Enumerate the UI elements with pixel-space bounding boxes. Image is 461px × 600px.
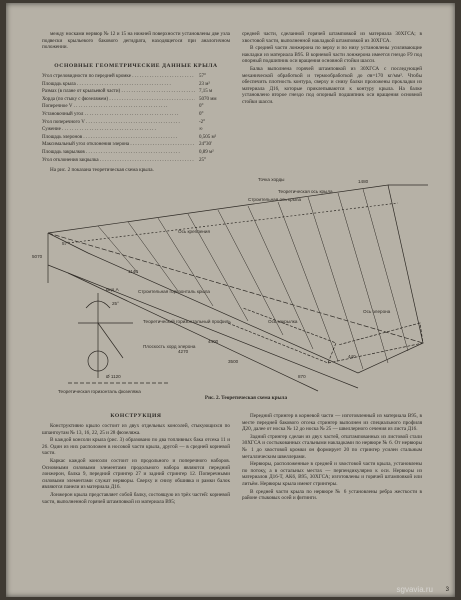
spec-value: 25° <box>199 157 206 163</box>
diagram-label: Плоскость хорд элерона <box>143 344 196 349</box>
construction-title: КОНСТРУКЦИЯ <box>110 413 162 419</box>
dimension-text: 57° <box>62 241 69 246</box>
view-label: Вид А <box>106 287 119 292</box>
diagram-label: Ось элерона <box>363 309 391 314</box>
diagram-label: Ось крепления <box>178 229 210 234</box>
aileron-outline <box>328 323 423 363</box>
intro-paragraph <box>42 31 230 52</box>
spec-label: Площадь закрылков . . . <box>42 149 195 157</box>
spec-value: 24°30' <box>199 142 212 148</box>
dimension-text: Ø 1120 <box>106 374 121 379</box>
right-bottom-paragraph: Передний стрингер в корневой части — изготовленный из материала В95, в месте передней бакового отсека стрингер выполнен из специального профиля Д20, далее от носка № 12 до носка № 25 — швеллерного сечения из листа Д16. <box>242 413 422 433</box>
right-bottom-paragraph: В средней части крыла по нервюре № 6 установлены ребра жесткости в районе стыковых осей и фитинги. <box>242 488 422 502</box>
spec-label: Хорда (по стыку с фюзеляжем) . . . <box>42 96 195 104</box>
gear-brace-line <box>98 323 123 358</box>
specs-table <box>42 73 227 164</box>
left-bottom-paragraph: Лонжерон крыла представляет собой балку, состоящую из трёх частей: корневой части, выполненной горячей штамповкой из материала В95; <box>42 491 230 505</box>
spec-label: Угол поперечного V . . . <box>42 119 195 127</box>
diagram-label: Строительная горизонталь крыла <box>138 289 210 294</box>
left-bottom-column <box>42 423 230 506</box>
spec-row <box>42 119 227 127</box>
dimension-text: 440 <box>348 354 356 359</box>
spec-label: Площадь элеронов . . . <box>42 134 195 142</box>
spec-row <box>42 73 227 81</box>
spec-row <box>42 81 227 89</box>
spec-label: Поперечное V . . . <box>42 103 195 111</box>
spec-value: ∞ <box>199 127 203 133</box>
specs-note-text: На рис. 2 показана теоретическая схема крыла. <box>50 167 154 173</box>
page-number: 3 <box>445 587 449 593</box>
specs-title: ОСНОВНЫЕ ГЕОМЕТРИЧЕСКИЕ ДАННЫЕ КРЫЛА <box>54 63 218 69</box>
dimension-text: 3500 <box>228 359 239 364</box>
right-top-column <box>242 31 422 107</box>
spec-value: -2° <box>199 119 206 125</box>
right-top-paragraph: Балка выполнена горячей штамповкой из 30ХГСА с последующей механической обработкой и термообработкой до σв=170 кг/мм². Чтобы обеспечить плотность контура, сверху и снизу балки проложены прокладки из материала Д16, которые приклепываются к контуру крыла. На балке установлено второе гнездо под опорный подшипник оси вращения основной стойки шасси. <box>242 65 422 105</box>
figure-caption: Рис. 2. Теоретическая схема крыла <box>204 395 288 401</box>
dimension-text: 25° <box>112 301 119 306</box>
wing-outline <box>48 185 423 373</box>
spec-row <box>42 111 227 119</box>
spec-row <box>42 126 227 134</box>
left-bottom-paragraph: Каркас каждой консоли состоит из продольного и поперечного наборов. Основными силовыми элементами продольного набора являются передний лонжерон, балка 9, передний стрингер 27 и задний стрингер 12. Поперечными силовыми элементами служат нервюры. Сверху и снизу обшивка и рамки балок являются панели из материала Д16. <box>42 457 230 491</box>
dimension-text: 4270 <box>178 349 189 354</box>
dimension-text: 4400 <box>208 339 219 344</box>
dimension-line <box>48 265 358 388</box>
spec-label: Площадь крыла . . . <box>42 81 195 89</box>
spec-value: 23 м² <box>199 81 210 87</box>
rib-lines <box>98 189 408 369</box>
flap-outline <box>228 308 336 363</box>
spec-label: Сужение . . . <box>42 126 195 134</box>
watermark: sgvavia.ru <box>396 585 433 594</box>
document-page <box>6 3 455 597</box>
diagram-label: Строительная ось крыла <box>248 197 302 202</box>
spec-value: 0,89 м² <box>199 149 214 155</box>
left-bottom-paragraph: В каждой консоли крыла (рис. 3) образовано по два топливных бака отсека 11 и 26. Один из них расположен в носовой части крыла, другой — в средней корневой части. <box>42 437 230 457</box>
spec-value: 57° <box>199 74 206 79</box>
dimension-text: 870 <box>298 374 306 379</box>
diagram-label: Теоретическая ось крыла <box>278 189 333 194</box>
spec-label: Угол стреловидности по передней кромке . . . <box>42 73 195 81</box>
spec-row <box>42 134 227 142</box>
wing-schematic-diagram <box>28 173 438 398</box>
diagram-label: Теоретическая горизонталь фюзеляжа <box>58 389 141 394</box>
spec-label: Максимальный угол отклонения элерона . . . <box>42 141 195 149</box>
diagram-label: Точка хорды <box>258 177 285 182</box>
spec-value: 0,505 м² <box>199 134 217 140</box>
spec-row <box>42 103 227 111</box>
dimension-text: 1480 <box>358 179 369 184</box>
spec-row <box>42 88 227 96</box>
right-bottom-column <box>242 413 422 503</box>
left-bottom-paragraph: Конструктивно крыло состоит из двух отдельных консолей, стыкующихся по шпангоутам № 13, 16, 22, 25 и 28 фюзеляжа. <box>42 423 230 436</box>
spec-row <box>42 96 227 104</box>
right-top-paragraph: В средней части лонжерона по верху и по низу установлены усиливающие накладки из материала В95. В корневой части лонжерона имеется гнездо F9 под опорный подшипник оси вращения основной стойки шасси. <box>242 45 422 65</box>
spec-row <box>42 157 227 165</box>
spec-value: 5070 мм <box>199 96 217 102</box>
dimension-text: 5070 <box>32 254 43 259</box>
diagram-label: Теоретический горизонтальный профиль <box>143 319 231 324</box>
spec-value: 0° <box>199 111 204 117</box>
spec-label: Размах (в плане от крыльевой части) . . . <box>42 88 195 96</box>
spec-value: 0° <box>199 104 204 110</box>
diagram-label: Ось закрылка <box>268 319 298 324</box>
spec-label: Угол отклонения закрылка . . . <box>42 157 195 165</box>
intro-text: между носками нервюр № 12 и 15 на нижней поверхности установлены две узла подвески крыльевого бакового дегидрата, находящегося при аналогичном положении. <box>42 31 230 51</box>
wing-axis-line <box>48 233 423 343</box>
right-bottom-paragraph: Задний стрингер сделан из двух частей, отштампованных из листовой стали 30ХГСА и состыкованных стальными накладками по нервюре № 6. От нервюры № 1 до хвостовой кромки он формирует 20 по стрингер усилен стальным металлическим швеллерами. <box>242 433 422 460</box>
spec-row <box>42 149 227 157</box>
dimension-text: 1140 <box>128 269 138 274</box>
spec-label: Установочный угол . . . <box>42 111 195 119</box>
spec-value: 7,15 м <box>199 89 213 95</box>
right-top-paragraph: средней части, сделанной горячей штамповкой из материала 30ХГСА; в хвостовой части, выполненной накладкой штамповкой из 30ХГСА. <box>242 31 422 44</box>
right-bottom-paragraph: Нервюры, расположенные в средней и хвостовой части крыла, установлены по потоку, а в остальных местах — перпендикулярно к оси. Нервюры из материалов Д16-Т, АК6, В95, 30ХГСА; изготовлены и горячей штамповкой или литьём. Нервюры крыла имеют стрингеры. <box>242 461 422 487</box>
spec-row <box>42 141 227 149</box>
